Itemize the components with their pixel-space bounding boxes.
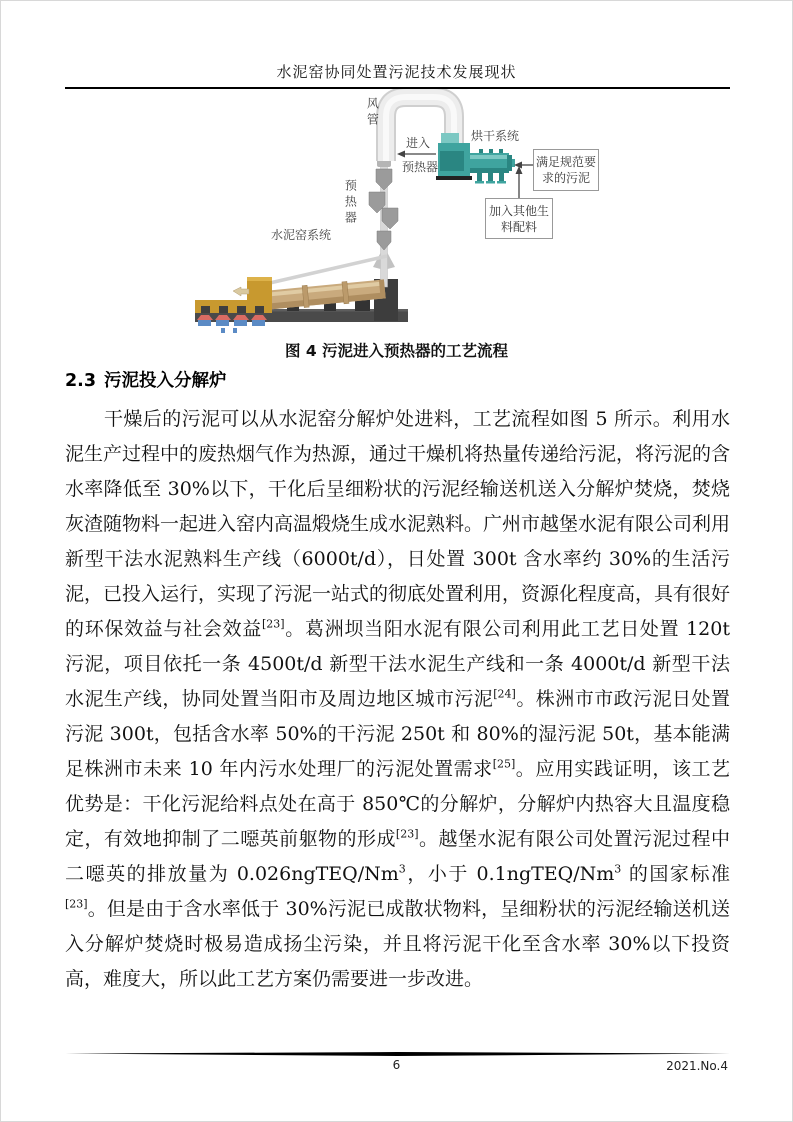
- box-qualified-sludge-line2: 求的污泥: [541, 171, 590, 185]
- box-qualified-sludge-line1: 满足规范要: [535, 155, 596, 169]
- box-qualified-sludge: [533, 149, 599, 191]
- running-header-title: 水泥窑协同处置污泥技术发展现状: [276, 63, 517, 81]
- figure-caption: 图 4 污泥进入预热器的工艺流程: [284, 342, 509, 360]
- preheater-cyclones: [369, 155, 398, 250]
- feed-pipe: [261, 256, 387, 285]
- footer-page-number: 6: [392, 1058, 401, 1072]
- section-title: 污泥投入分解炉: [104, 371, 227, 391]
- label-air-duct: 风管: [365, 97, 380, 129]
- label-into-preheater: 预热器: [402, 160, 439, 174]
- box-raw-meal-line2: 料配料: [500, 220, 537, 234]
- label-preheater: 预热器: [343, 179, 358, 227]
- kiln-hood: [195, 277, 272, 313]
- section-heading: [65, 367, 730, 392]
- label-kiln-system: 水泥窑系统: [271, 228, 332, 242]
- body-paragraph: 干燥后的污泥可以从水泥窑分解炉处进料，工艺流程如图 5 所示。利用水泥生产过程中的废热烟气作为热源，通过干燥机将热量传递给污泥，将污泥的含水率降低至 30%以下，干化后呈细粉状的污泥经输送机送入分解炉焚烧，焚烧灰渣随物料一起进入窑内高温煅烧生成水泥熟料。广州市越堡水泥有限公司利用新型干法水泥熟料生产线（6000t/d），日处置 300t 含水率约 30%的生活污泥，已投入运行，实现了污泥一站式的彻底处置利用，资源化程度高，具有很好的环保效益与社会效益[23]。葛洲坝当阳水泥有限公司利用此工艺日处置 120t 污泥，项目依托一条 4500t/d 新型干法水泥生产线和一条 4000t/d 新型干法水泥生产线，协同处置当阳市及周边地区城市污泥[24]。株洲市市政污泥日处置污泥 300t，包括含水率 50%的干污泥 250t 和 80%的湿污泥 50t，基本能满足株洲市未来 10 年内污水处理厂的污泥处置需求[25]。应用实践证明，该工艺优势是：干化污泥给料点处在高于 850℃的分解炉，分解炉内热容大且温度稳定，有效地抑制了二噁英前躯物的形成[23]。越堡水泥有限公司处置污泥过程中二噁英的排放量为 0.026ngTEQ/Nm$^3$，小于 0.1ngTEQ/Nm$^3$ 的国家标准[23]。但是由于含水率低于 30%污泥已成散状物料，呈细粉状的污泥经输送机送入分解炉焚烧时极易造成扬尘污染，并且将污泥干化至含水率 30%以下投资高，难度大，所以此工艺方案仍需要进一步改进。: [65, 408, 731, 990]
- footer-issue: 2021.No.4: [666, 1059, 728, 1073]
- footer-rule: [65, 1052, 730, 1056]
- burner-nozzle: [233, 287, 249, 296]
- label-enter: 进入: [406, 136, 431, 150]
- figure-4: [191, 89, 611, 341]
- box-raw-meal: [485, 198, 553, 239]
- box-raw-meal-line1: 加入其他生: [488, 204, 549, 218]
- label-drying-system: 烘干系统: [471, 129, 520, 143]
- section-number: 2.3: [65, 371, 97, 391]
